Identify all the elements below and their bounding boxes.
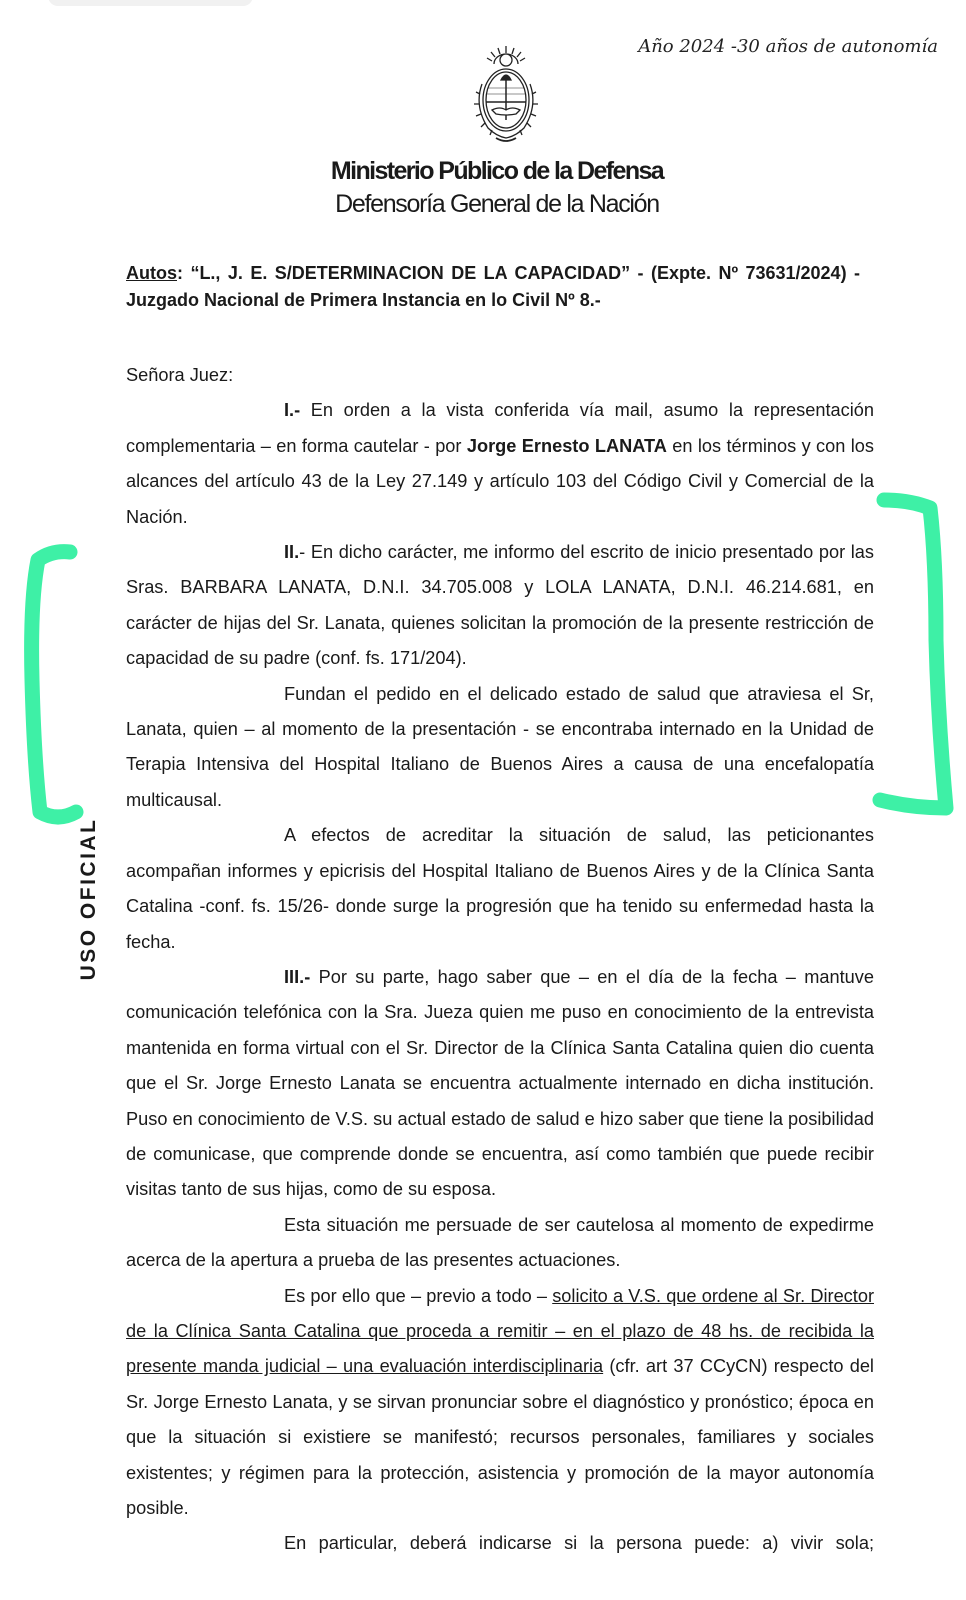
- paragraph-6: Esta situación me persuade de ser cautelosa al momento de expedirme acerca de la apertura a prueba de las presentes actuaciones.: [126, 1214, 874, 1271]
- section-numeral: II.: [284, 542, 300, 563]
- year-motto: Año 2024 -30 años de autonomía: [638, 36, 938, 57]
- office-subtitle: Defensoría General de la Nación: [335, 190, 659, 218]
- case-caption-text: : “L., J. E. S/DETERMINACION DE LA CAPACIDAD” - (Expte. Nº 73631/2024) - Juzgado Nacional de Primera Instancia en lo Civil Nº 8.-: [126, 263, 860, 310]
- case-caption-label: Autos: [126, 263, 177, 283]
- paragraph-text: En orden a la vista conferida vía mail, asumo la representación complementaria – en forma cautelar - por: [126, 400, 874, 456]
- underlined-request: solicito a V.S. que ordene al Sr. Director de la Clínica Santa Catalina que proceda a remitir – en el plazo de 48 hs. de recibida la presente manda judicial – una evaluación interdisciplinaria: [126, 1285, 874, 1377]
- paragraph-4: A efectos de acreditar la situación de salud, las peticionantes acompañan informes y epicrisis del Hospital Italiano de Buenos Aires y de la Clínica Santa Catalina -conf. fs. 15/26- donde surge la progresión que ha tenido su enfermedad hasta la fecha.: [126, 825, 874, 952]
- paragraph-text: (cfr. art 37 CCyCN) respecto del Sr. Jorge Ernesto Lanata, y se sirvan pronunciar sobre el diagnóstico y pronóstico; época en que la situación si existiere se manifestó; recursos personales, familiares y sociales existentes; y régimen para la protección, asistencia y promoción de la mayor autonomía posible.: [126, 1356, 874, 1518]
- left-bracket-mark: [32, 552, 76, 817]
- section-numeral: I.-: [284, 400, 301, 421]
- paragraph-3: Fundan el pedido en el delicado estado de salud que atraviesa el Sr, Lanata, quien – al momento de la presentación - se encontraba internado en la Unidad de Terapia Intensiva del Hospital Italiano de Buenos Aires a causa de una encefalopatía multicausal.: [126, 683, 874, 810]
- case-caption: [126, 260, 860, 314]
- paragraph-5: [126, 960, 874, 1208]
- paragraph-text: Es por ello que – previo a todo –: [284, 1285, 553, 1306]
- paragraph-7: [126, 1279, 874, 1527]
- official-use-stamp: USO OFICIAL: [77, 817, 100, 981]
- ministry-title: Ministerio Público de la Defensa: [330, 157, 664, 185]
- represented-person-name: Jorge Ernesto LANATA: [466, 435, 667, 456]
- section-numeral: III.-: [284, 966, 311, 987]
- paragraph-text: en los términos y con los alcances del artículo 43 de la Ley 27.149 y artículo 103 del Código Civil y Comercial de la Nación.: [126, 435, 874, 527]
- paragraph-1: [126, 393, 874, 535]
- right-bracket-mark: [880, 500, 946, 808]
- top-scroll-pill: [48, 0, 253, 6]
- paragraph-2: [126, 535, 874, 677]
- document-body: [126, 358, 874, 1562]
- coat-of-arms-icon: [470, 44, 542, 146]
- paragraph-text: Por su parte, hago saber que – en el día de la fecha – mantuve comunicación telefónica con la Sra. Jueza quien me puso en conocimiento de la entrevista mantenida en forma virtual con el Sr. Director de la Clínica Santa Catalina quien dio cuenta que el Sr. Jorge Ernesto Lanata se encuentra actualmente internado en dicha institución. Puso en conocimiento de V.S. su actual estado de salud e hizo saber que tiene la posibilidad de comunicase, que comprende donde se encuentra, así como también que puede recibir visitas tanto de sus hijas, como de su esposa.: [126, 966, 874, 1200]
- paragraph-8: En particular, deberá indicarse si la persona puede: a) vivir sola;: [284, 1533, 874, 1554]
- greeting: Señora Juez:: [126, 365, 234, 385]
- paragraph-text: - En dicho carácter, me informo del escrito de inicio presentado por las Sras. BARBARA LANATA, D.N.I. 34.705.008 y LOLA LANATA, D.N.I. 46.214.681, en carácter de hijas del Sr. Lanata, quienes solicitan la promoción de la presente restricción de capacidad de su padre (conf. fs. 171/204).: [126, 542, 874, 669]
